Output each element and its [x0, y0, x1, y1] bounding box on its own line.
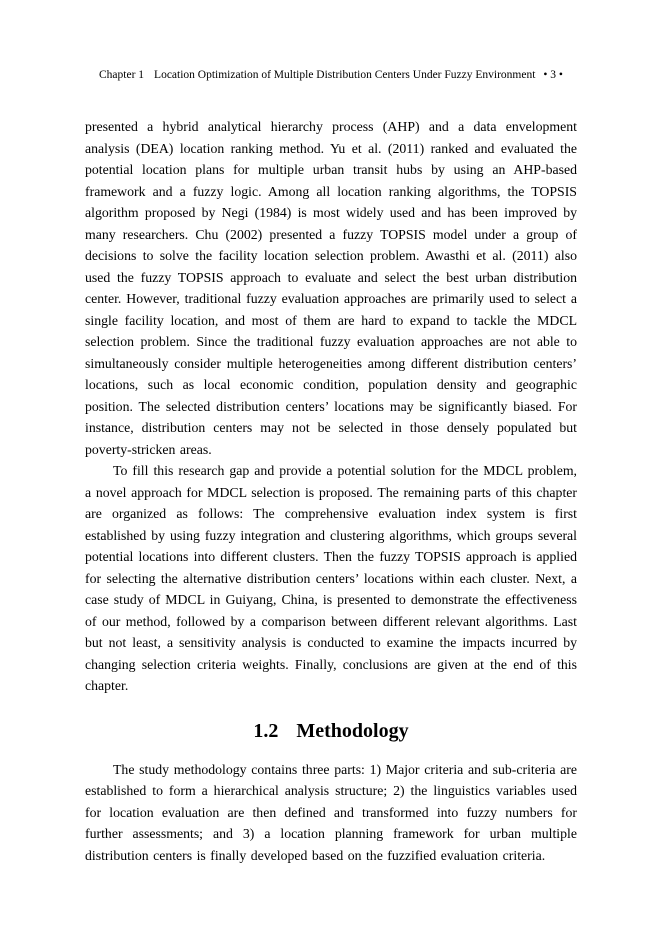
running-header-title: Location Optimization of Multiple Distribution Centers Under Fuzzy Environment [154, 69, 536, 81]
running-header [85, 68, 577, 82]
section-number: 1.2 [253, 719, 279, 742]
paragraph: The study methodology contains three parts: 1) Major criteria and sub-criteria are established to form a hierarchical analysis structure; 2) the linguistics variables used for location evaluation are then defined and transformed into fuzzy numbers for further assessments; and 3) a location planning framework for urban multiple distribution centers is finally developed based on the fuzzified evaluation criteria. [85, 761, 577, 863]
page-number: • 3 • [543, 69, 563, 81]
chapter-label: Chapter 1 [99, 69, 145, 81]
body-text [85, 116, 577, 866]
section-title: Methodology [296, 719, 409, 742]
paragraph: presented a hybrid analytical hierarchy process (AHP) and a data envelopment analysis (DEA) location ranking method. Yu et al. (2011) ranked and evaluated the potential location plans for multiple urban transit hubs by using an AHP-based framework and a fuzzy logic. Among all location ranking algorithms, the TOPSIS algorithm proposed by Negi (1984) is most widely used and has been improved by many researchers. Chu (2002) presented a fuzzy TOPSIS model under a group of decisions to solve the facility location selection problem. Awasthi et al. (2011) also used the fuzzy TOPSIS approach to evaluate and select the best urban distribution center. However, traditional fuzzy evaluation approaches are primarily used to select a single facility location, and most of them are hard to expand to tackle the MDCL selection problem. Since the traditional fuzzy evaluation approaches are not able to simultaneously consider multiple heterogeneities among different distribution centers’ locations, such as local economic condition, population density and geographic position. The selected distribution centers’ locations may be significantly biased. For instance, distribution centers may not be selected in those densely populated but poverty-stricken areas. [85, 119, 577, 457]
section-heading [85, 719, 577, 743]
paragraph: To fill this research gap and provide a potential solution for the MDCL problem, a novel approach for MDCL selection is proposed. The remaining parts of this chapter are organized as follows: The comprehensive evaluation index system is first established by using fuzzy integration and clustering algorithms, which groups several potential locations into different clusters. Then the fuzzy TOPSIS approach is applied for selecting the alternative distribution centers’ locations within each cluster. Next, a case study of MDCL in Guiyang, China, is presented to demonstrate the effectiveness of our method, followed by a comparison between different relevant algorithms. Last but not least, a sensitivity analysis is conducted to examine the impacts incurred by changing selection criteria weights. Finally, conclusions are given at the end of this chapter. [85, 463, 577, 693]
